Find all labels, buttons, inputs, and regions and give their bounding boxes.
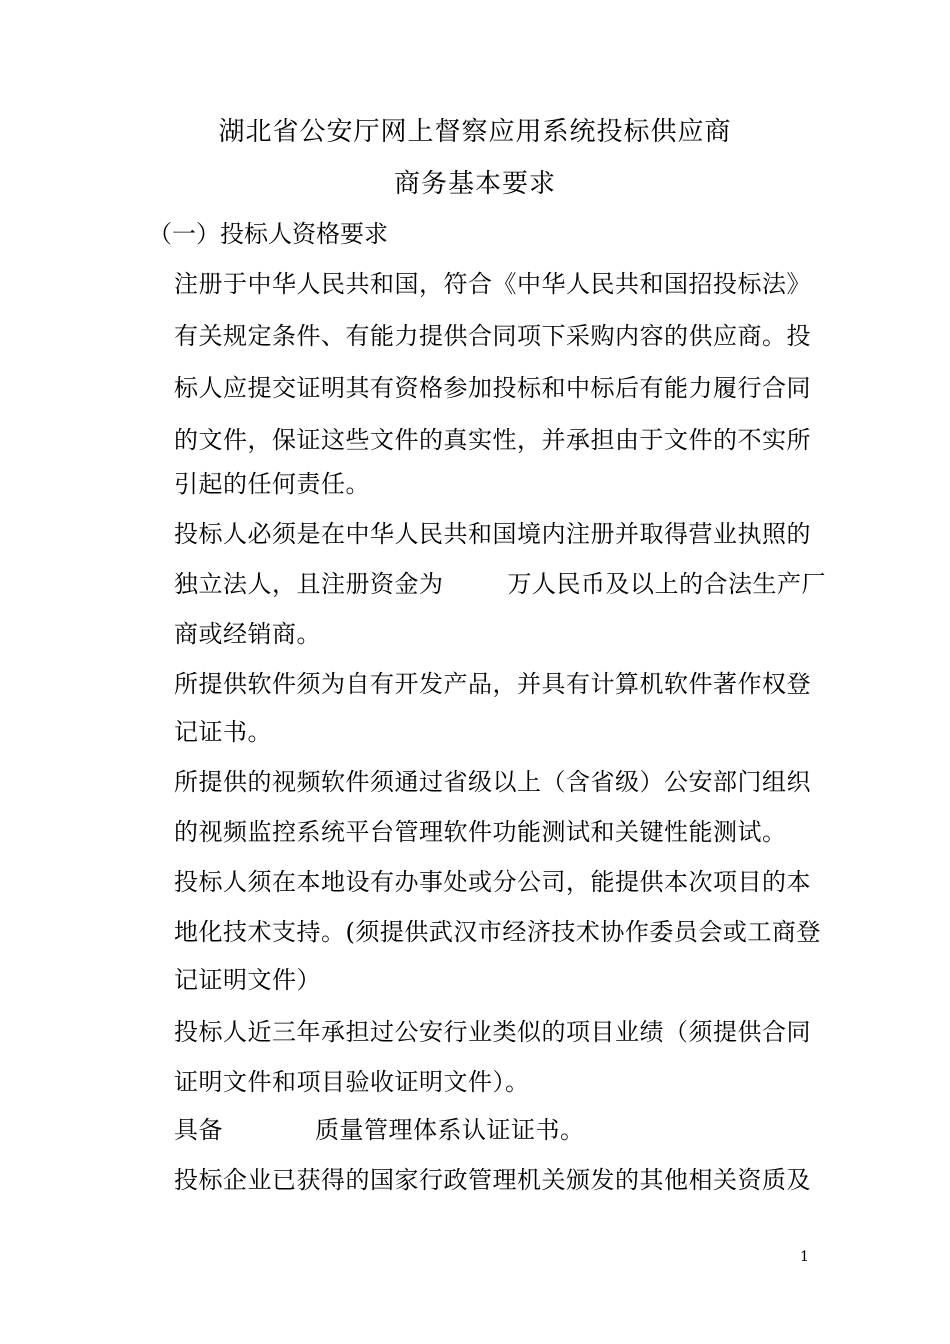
paragraph-line: 所提供软件须为自有开发产品，并具有计算机软件著作权登 (174, 670, 811, 698)
page-number: 1 (800, 1249, 809, 1265)
text-segment: 具备 (174, 1116, 223, 1144)
paragraph-line: 所提供的视频软件须通过省级以上（含省级）公安部门组织 (174, 768, 811, 796)
paragraph-line: 有关规定条件、有能力提供合同项下采购内容的供应商。投 (174, 322, 811, 350)
paragraph-line: 商或经销商。 (174, 620, 321, 648)
paragraph-line: 记证书。 (174, 718, 272, 746)
paragraph-line: 注册于中华人民共和国，符合《中华人民共和国招投标法》 (174, 270, 811, 298)
paragraph-line: 投标人须在本地设有办事处或分公司，能提供本次项目的本 (174, 868, 811, 896)
document-title: 湖北省公安厅网上督察应用系统投标供应商 (218, 117, 732, 147)
text-segment: 独立法人，且注册资金为 (174, 570, 444, 598)
paragraph-line: 地化技术支持。(须提供武汉市经济技术协作委员会或工商登 (174, 918, 821, 946)
section-heading: （一）投标人资格要求 (148, 220, 388, 248)
paragraph-line: 证明文件和项目验收证明文件）。 (174, 1068, 530, 1096)
paragraph-line: 记证明文件） (174, 966, 321, 994)
paragraph-line: 投标企业已获得的国家行政管理机关颁发的其他相关资质及 (174, 1166, 811, 1194)
paragraph-line: 引起的任何责任。 (174, 470, 370, 498)
paragraph-line: 投标人必须是在中华人民共和国境内注册并取得营业执照的 (174, 520, 811, 548)
paragraph-line: 的视频监控系统平台管理软件功能测试和关键性能测试。 (174, 818, 787, 846)
paragraph-line (174, 569, 826, 599)
paragraph-line: 标人应提交证明其有资格参加投标和中标后有能力履行合同 (174, 374, 811, 402)
text-segment: 万人民币及以上的合法生产厂 (507, 570, 826, 598)
paragraph-line (174, 1115, 585, 1145)
document-subtitle: 商务基本要求 (393, 169, 556, 199)
text-segment: 质量管理体系认证证书。 (315, 1116, 585, 1144)
paragraph-line: 投标人近三年承担过公安行业类似的项目业绩（须提供合同 (174, 1018, 811, 1046)
paragraph-line: 的文件，保证这些文件的真实性，并承担由于文件的不实所 (174, 426, 811, 454)
